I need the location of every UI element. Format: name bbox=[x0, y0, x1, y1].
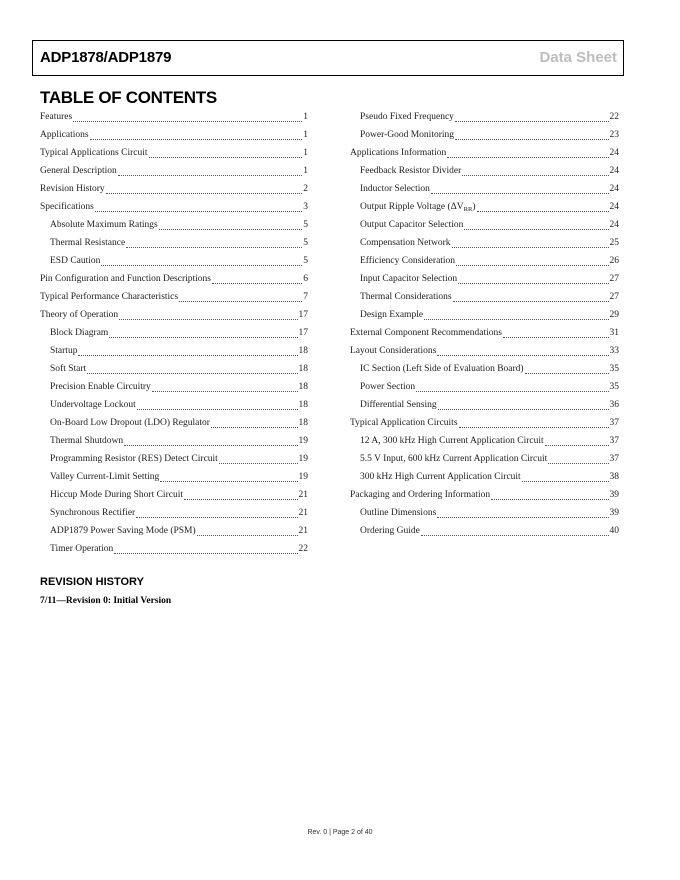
toc-entry-label: Pin Configuration and Function Descriptions bbox=[40, 274, 211, 284]
toc-entry-page: 26 bbox=[609, 256, 619, 266]
toc-entry[interactable] bbox=[40, 270, 308, 288]
toc-leader-dots bbox=[462, 174, 608, 176]
toc-entry[interactable] bbox=[40, 486, 308, 504]
toc-entry[interactable] bbox=[350, 252, 619, 270]
toc-entry-label: Revision History bbox=[40, 184, 105, 194]
toc-entry-label: Typical Performance Characteristics bbox=[40, 292, 179, 302]
toc-entry-page: 18 bbox=[298, 364, 308, 374]
toc-entry-label: Thermal Considerations bbox=[360, 292, 452, 302]
toc-entry-label: Hiccup Mode During Short Circuit bbox=[50, 490, 183, 500]
toc-entry[interactable] bbox=[40, 108, 308, 126]
toc-entry[interactable] bbox=[350, 360, 619, 378]
toc-entry-label: Absolute Maximum Ratings bbox=[50, 220, 158, 230]
toc-entry[interactable] bbox=[350, 270, 619, 288]
toc-leader-dots bbox=[431, 192, 609, 194]
toc-entry-page: 24 bbox=[609, 202, 619, 212]
toc-entry-label: Timer Operation bbox=[50, 544, 114, 554]
toc-entry[interactable] bbox=[350, 306, 619, 324]
toc-entry-page: 24 bbox=[609, 184, 619, 194]
toc-entry-label: Theory of Operation bbox=[40, 310, 119, 320]
toc-entry-label: 300 kHz High Current Application Circuit bbox=[360, 472, 521, 482]
toc-entry-label: Undervoltage Lockout bbox=[50, 400, 136, 410]
toc-entry-page: 7 bbox=[303, 292, 308, 302]
toc-entry[interactable] bbox=[40, 126, 308, 144]
toc-entry[interactable] bbox=[350, 108, 619, 126]
toc-entry-page: 1 bbox=[303, 112, 308, 122]
toc-entry-label: Power-Good Monitoring bbox=[360, 130, 455, 140]
toc-entry[interactable] bbox=[40, 306, 308, 324]
toc-leader-dots bbox=[219, 462, 298, 464]
toc-entry[interactable] bbox=[350, 180, 619, 198]
toc-entry[interactable] bbox=[350, 234, 619, 252]
toc-leader-dots bbox=[119, 318, 297, 320]
toc-entry-label: IC Section (Left Side of Evaluation Board) bbox=[360, 364, 524, 374]
toc-entry-page: 29 bbox=[609, 310, 619, 320]
toc-entry[interactable] bbox=[350, 522, 619, 540]
toc-entry-page: 27 bbox=[609, 292, 619, 302]
toc-entry-page: 39 bbox=[609, 508, 619, 518]
toc-leader-dots bbox=[452, 246, 609, 248]
toc-entry-page: 6 bbox=[303, 274, 308, 284]
toc-entry[interactable] bbox=[350, 378, 619, 396]
toc-entry[interactable] bbox=[350, 432, 619, 450]
toc-leader-dots bbox=[179, 300, 302, 302]
toc-leader-dots bbox=[421, 534, 609, 536]
toc-entry[interactable] bbox=[350, 486, 619, 504]
toc-entry-label: Input Capacitor Selection bbox=[360, 274, 458, 284]
toc-leader-dots bbox=[197, 534, 298, 536]
toc-leader-dots bbox=[95, 210, 302, 212]
toc-entry-label: On-Board Low Dropout (LDO) Regulator bbox=[50, 418, 210, 428]
revision-entry: 7/11—Revision 0: Initial Version bbox=[40, 596, 172, 606]
toc-entry-label: Block Diagram bbox=[50, 328, 109, 338]
toc-entry-page: 18 bbox=[298, 382, 308, 392]
toc-entry-page: 1 bbox=[303, 166, 308, 176]
toc-entry-label: Packaging and Ordering Information bbox=[350, 490, 491, 500]
toc-entry[interactable] bbox=[40, 432, 308, 450]
toc-entry[interactable] bbox=[40, 468, 308, 486]
toc-entry-page: 27 bbox=[609, 274, 619, 284]
toc-leader-dots bbox=[491, 498, 608, 500]
toc-leader-dots bbox=[458, 282, 608, 284]
toc-leader-dots bbox=[126, 246, 302, 248]
toc-entry-label: Thermal Resistance bbox=[50, 238, 126, 248]
toc-leader-dots bbox=[118, 174, 302, 176]
toc-leader-dots bbox=[455, 120, 609, 122]
toc-entry-page: 3 bbox=[303, 202, 308, 212]
document-type: Data Sheet bbox=[539, 49, 617, 66]
toc-entry[interactable] bbox=[40, 216, 308, 234]
toc-entry[interactable] bbox=[350, 126, 619, 144]
toc-entry-page: 35 bbox=[609, 382, 619, 392]
toc-entry[interactable] bbox=[40, 252, 308, 270]
toc-leader-dots bbox=[459, 426, 609, 428]
toc-leader-dots bbox=[464, 228, 608, 230]
toc-entry[interactable] bbox=[350, 414, 619, 432]
toc-entry[interactable] bbox=[40, 414, 308, 432]
toc-entry-label: Layout Considerations bbox=[350, 346, 437, 356]
toc-entry[interactable] bbox=[350, 216, 619, 234]
toc-entry-label: Valley Current-Limit Setting bbox=[50, 472, 160, 482]
toc-entry-label: Power Section bbox=[360, 382, 416, 392]
toc-entry-page: 18 bbox=[298, 400, 308, 410]
revision-history-title: REVISION HISTORY bbox=[40, 576, 144, 588]
toc-entry-page: 39 bbox=[609, 490, 619, 500]
toc-entry-label: Differential Sensing bbox=[360, 400, 437, 410]
toc-entry-page: 5 bbox=[303, 238, 308, 248]
toc-entry[interactable] bbox=[40, 234, 308, 252]
toc-entry-label: Outline Dimensions bbox=[360, 508, 437, 518]
toc-entry[interactable] bbox=[40, 378, 308, 396]
toc-entry-label: 12 A, 300 kHz High Current Application Circuit bbox=[360, 436, 544, 446]
toc-entry-label: Programming Resistor (RES) Detect Circuit bbox=[50, 454, 218, 464]
toc-entry[interactable] bbox=[40, 396, 308, 414]
toc-entry[interactable] bbox=[40, 450, 308, 468]
toc-leader-dots bbox=[477, 210, 609, 212]
toc-leader-dots bbox=[101, 264, 302, 266]
toc-right-column bbox=[350, 108, 619, 540]
toc-entry[interactable] bbox=[350, 468, 619, 486]
toc-entry-label: Compensation Network bbox=[360, 238, 451, 248]
toc-entry-page: 25 bbox=[609, 238, 619, 248]
toc-entry[interactable] bbox=[40, 180, 308, 198]
toc-entry[interactable] bbox=[350, 198, 619, 216]
toc-entry-page: 18 bbox=[298, 418, 308, 428]
toc-entry-page: 5 bbox=[303, 220, 308, 230]
toc-entry-page: 19 bbox=[298, 472, 308, 482]
toc-entry-page: 37 bbox=[609, 454, 619, 464]
toc-entry[interactable] bbox=[40, 162, 308, 180]
toc-leader-dots bbox=[456, 264, 608, 266]
toc-entry[interactable] bbox=[40, 360, 308, 378]
toc-leader-dots bbox=[453, 300, 609, 302]
toc-entry-page: 38 bbox=[609, 472, 619, 482]
toc-entry-page: 17 bbox=[298, 310, 308, 320]
toc-entry-label: Soft Start bbox=[50, 364, 87, 374]
toc-entry-page: 5 bbox=[303, 256, 308, 266]
toc-entry-page: 22 bbox=[298, 544, 308, 554]
toc-entry-page: 2 bbox=[303, 184, 308, 194]
toc-entry-label: Precision Enable Circuitry bbox=[50, 382, 151, 392]
toc-entry-label: Features bbox=[40, 112, 73, 122]
toc-leader-dots bbox=[211, 426, 298, 428]
toc-left-column bbox=[40, 108, 308, 558]
toc-leader-dots bbox=[124, 444, 297, 446]
toc-entry[interactable] bbox=[40, 504, 308, 522]
toc-entry[interactable] bbox=[40, 198, 308, 216]
toc-leader-dots bbox=[437, 354, 608, 356]
toc-entry-page: 1 bbox=[303, 130, 308, 140]
toc-entry-label: Applications Information bbox=[350, 148, 447, 158]
toc-entry[interactable] bbox=[350, 324, 619, 342]
toc-entry-label: Efficiency Consideration bbox=[360, 256, 456, 266]
toc-entry-label: ADP1879 Power Saving Mode (PSM) bbox=[50, 526, 196, 536]
toc-leader-dots bbox=[152, 390, 298, 392]
toc-entry[interactable] bbox=[350, 450, 619, 468]
toc-entry-label: Pseudo Fixed Frequency bbox=[360, 112, 454, 122]
toc-entry-page: 18 bbox=[298, 346, 308, 356]
toc-entry-label: 5.5 V Input, 600 kHz Current Application Circuit bbox=[360, 454, 548, 464]
toc-entry-page: 1 bbox=[303, 148, 308, 158]
toc-entry[interactable] bbox=[40, 342, 308, 360]
toc-entry-page: 36 bbox=[609, 400, 619, 410]
toc-entry-page: 19 bbox=[298, 436, 308, 446]
toc-entry-page: 35 bbox=[609, 364, 619, 374]
toc-entry-label: Inductor Selection bbox=[360, 184, 430, 194]
toc-entry-page: 24 bbox=[609, 220, 619, 230]
toc-leader-dots bbox=[149, 156, 303, 158]
toc-entry-page: 21 bbox=[298, 508, 308, 518]
toc-entry-page: 37 bbox=[609, 418, 619, 428]
toc-entry-label: Output Capacitor Selection bbox=[360, 220, 464, 230]
toc-title: TABLE OF CONTENTS bbox=[40, 88, 217, 107]
toc-entry-page: 21 bbox=[298, 526, 308, 536]
toc-entry-label: Specifications bbox=[40, 202, 94, 212]
toc-entry-label: Feedback Resistor Divider bbox=[360, 166, 462, 176]
toc-entry-label: Typical Application Circuits bbox=[350, 418, 458, 428]
toc-entry[interactable] bbox=[40, 522, 308, 540]
toc-entry-page: 33 bbox=[609, 346, 619, 356]
toc-leader-dots bbox=[437, 516, 608, 518]
toc-leader-dots bbox=[184, 498, 298, 500]
toc-leader-dots bbox=[548, 462, 608, 464]
toc-leader-dots bbox=[160, 480, 297, 482]
toc-leader-dots bbox=[106, 192, 303, 194]
toc-entry[interactable] bbox=[40, 144, 308, 162]
toc-leader-dots bbox=[522, 480, 609, 482]
toc-entry[interactable] bbox=[350, 342, 619, 360]
toc-leader-dots bbox=[503, 336, 609, 338]
page-header bbox=[32, 40, 624, 76]
toc-leader-dots bbox=[137, 408, 298, 410]
toc-entry-page: 37 bbox=[609, 436, 619, 446]
toc-entry-page: 40 bbox=[609, 526, 619, 536]
toc-entry[interactable] bbox=[40, 324, 308, 342]
toc-entry-label: Startup bbox=[50, 346, 78, 356]
toc-leader-dots bbox=[136, 516, 297, 518]
toc-entry-label: Design Example bbox=[360, 310, 424, 320]
toc-entry[interactable] bbox=[350, 162, 619, 180]
toc-entry-label: Synchronous Rectifier bbox=[50, 508, 136, 518]
toc-leader-dots bbox=[438, 408, 609, 410]
toc-leader-dots bbox=[525, 372, 609, 374]
toc-leader-dots bbox=[90, 138, 303, 140]
toc-entry-label: Thermal Shutdown bbox=[50, 436, 124, 446]
toc-entry-page: 23 bbox=[609, 130, 619, 140]
toc-leader-dots bbox=[73, 120, 302, 122]
toc-leader-dots bbox=[212, 282, 302, 284]
toc-entry-label: Ordering Guide bbox=[360, 526, 420, 536]
toc-entry-label: ESD Caution bbox=[50, 256, 101, 266]
toc-leader-dots bbox=[545, 444, 609, 446]
toc-entry-page: 21 bbox=[298, 490, 308, 500]
page-footer: Rev. 0 | Page 2 of 40 bbox=[307, 829, 373, 836]
toc-entry-page: 24 bbox=[609, 166, 619, 176]
toc-leader-dots bbox=[159, 228, 303, 230]
toc-entry-label: Typical Applications Circuit bbox=[40, 148, 148, 158]
toc-leader-dots bbox=[114, 552, 297, 554]
toc-entry[interactable] bbox=[40, 540, 308, 558]
toc-entry[interactable] bbox=[350, 504, 619, 522]
toc-leader-dots bbox=[78, 354, 297, 356]
toc-leader-dots bbox=[447, 156, 608, 158]
toc-entry-page: 31 bbox=[609, 328, 619, 338]
toc-leader-dots bbox=[87, 372, 297, 374]
toc-entry-page: 19 bbox=[298, 454, 308, 464]
toc-entry-label: External Component Recommendations bbox=[350, 328, 502, 338]
toc-entry-page: 24 bbox=[609, 148, 619, 158]
toc-leader-dots bbox=[455, 138, 608, 140]
toc-entry[interactable] bbox=[350, 396, 619, 414]
toc-entry-page: 17 bbox=[298, 328, 308, 338]
toc-entry-label: Output Ripple Voltage $(\Delta V_{RR})$ bbox=[360, 202, 476, 213]
part-number: ADP1878/ADP1879 bbox=[40, 49, 172, 66]
toc-leader-dots bbox=[424, 318, 608, 320]
toc-entry-label: Applications bbox=[40, 130, 89, 140]
toc-entry-label: General Description bbox=[40, 166, 117, 176]
toc-entry[interactable] bbox=[350, 288, 619, 306]
toc-leader-dots bbox=[416, 390, 608, 392]
toc-entry[interactable] bbox=[350, 144, 619, 162]
toc-entry-page: 22 bbox=[609, 112, 619, 122]
toc-entry[interactable] bbox=[40, 288, 308, 306]
toc-leader-dots bbox=[109, 336, 297, 338]
